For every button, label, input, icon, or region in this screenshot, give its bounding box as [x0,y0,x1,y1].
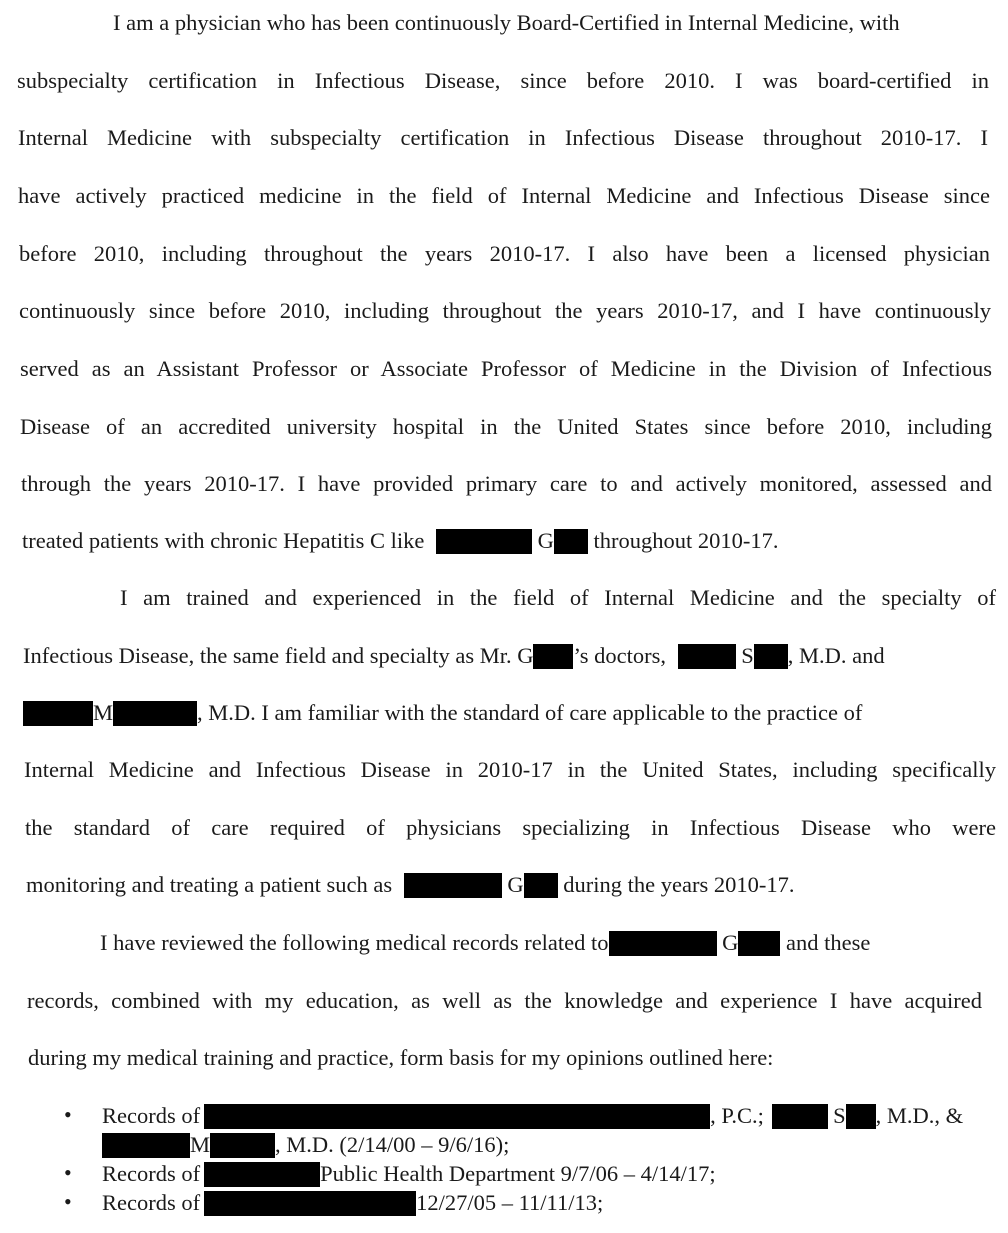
redaction-bar [113,701,197,726]
redaction-bar [554,529,588,554]
list-item-1 [102,1101,963,1131]
text-segment: M [93,700,114,725]
redaction-bar [533,644,573,669]
bullet-icon: • [64,1160,72,1185]
redaction-bar [102,1133,190,1158]
redaction-bar [524,873,558,898]
text-segment: Records of [102,1161,201,1186]
redaction-bar [204,1104,710,1129]
text-segment: Infectious Disease, the same field and specialty as Mr. G [23,643,534,668]
text-segment: 12/27/05 – 11/11/13; [416,1190,604,1215]
text-segment: Public Health Department 9/7/06 – 4/14/17; [320,1161,716,1186]
redaction-bar [210,1133,275,1158]
p1-line-1: I am a physician who has been continuously Board-Certified in Internal Medicine, with [113,10,900,35]
p3-line-2: records, combined with my education, as well as the knowledge and experience I have acquired [27,988,982,1013]
text-segment: G [507,872,524,897]
p1-line-7: served as an Assistant Professor or Associate Professor of Medicine in the Division of Infectious [20,356,992,381]
p1-line-10 [22,526,779,556]
text-segment: , M.D., & [875,1103,964,1128]
redaction-bar [738,931,780,956]
text-segment: ’s doctors, [573,643,666,668]
redaction-bar [678,644,736,669]
bullet-icon: • [64,1102,72,1127]
text-segment: G [537,528,554,553]
bullet-icon: • [64,1189,72,1214]
text-segment: S [741,643,754,668]
p1-line-9: through the years 2010-17. I have provided primary care to and actively monitored, assessed and [21,471,992,496]
p2-line-3 [23,698,862,728]
text-segment: , M.D. and [787,643,885,668]
text-segment: I have reviewed the following medical records related to [100,930,609,955]
redaction-bar [609,931,717,956]
text-segment: Records of [102,1103,201,1128]
p1-line-5: before 2010, including throughout the years 2010-17. I also have been a licensed physician [19,241,990,266]
text-segment: , M.D. (2/14/00 – 9/6/16); [275,1132,510,1157]
list-item-2 [102,1159,716,1189]
p1-line-6: continuously since before 2010, including throughout the years 2010-17, and I have continuously [19,298,991,323]
redaction-bar [23,701,93,726]
text-segment: G [722,930,739,955]
text-segment: treated patients with chronic Hepatitis C like [22,528,425,553]
p1-line-4: have actively practiced medicine in the field of Internal Medicine and Infectious Disease since [18,183,990,208]
p2-line-2 [23,641,885,671]
text-segment: and these [786,930,871,955]
redaction-bar [436,529,532,554]
text-segment: Records of [102,1190,201,1215]
p2-line-6 [26,870,794,900]
redaction-bar [204,1191,416,1216]
text-segment: , P.C.; [710,1103,764,1128]
text-segment: during the years 2010-17. [563,872,795,897]
p2-line-1: I am trained and experienced in the field of Internal Medicine and the specialty of [120,585,996,610]
p1-line-8: Disease of an accredited university hospital in the United States since before 2010, including [20,414,992,439]
redaction-bar [772,1104,828,1129]
p1-line-2: subspecialty certification in Infectious Disease, since before 2010. I was board-certified in [17,68,989,93]
p2-line-5: the standard of care required of physicians specializing in Infectious Disease who were [25,815,996,840]
text-segment: , M.D. I am familiar with the standard of care applicable to the practice of [197,700,863,725]
p1-line-3: Internal Medicine with subspecialty certification in Infectious Disease throughout 2010-17. I [18,125,988,150]
p2-line-4: Internal Medicine and Infectious Disease in 2010-17 in the United States, including specifically [24,757,996,782]
redaction-bar [846,1104,876,1129]
p3-line-1 [100,928,870,958]
text-segment: throughout 2010-17. [593,528,779,553]
text-segment: M [190,1132,211,1157]
redaction-bar [204,1162,320,1187]
text-segment: S [833,1103,846,1128]
redaction-bar [404,873,502,898]
text-segment: monitoring and treating a patient such as [26,872,393,897]
p3-line-3: during my medical training and practice, form basis for my opinions outlined here: [28,1045,774,1070]
redaction-bar [754,644,788,669]
list-item-1-continued [102,1130,509,1160]
list-item-3 [102,1188,603,1218]
